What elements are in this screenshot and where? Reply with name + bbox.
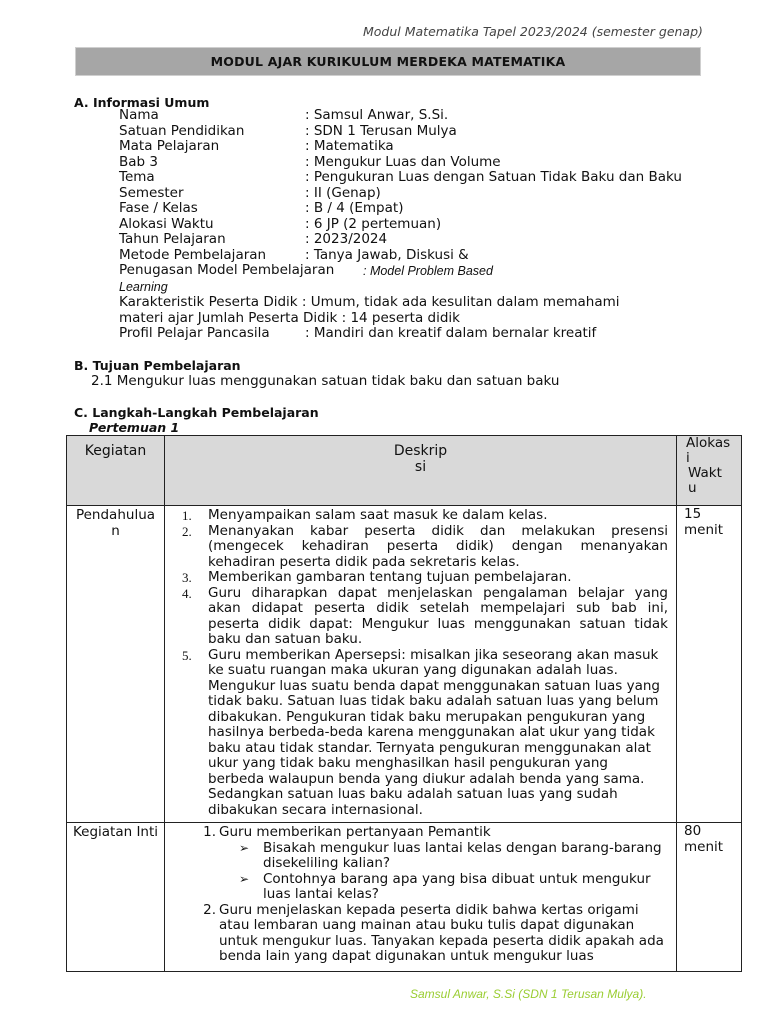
table-header-row (67, 436, 742, 506)
footer-author: Samsul Anwar, S.Si (SDN 1 Terusan Mulya). (410, 987, 647, 1001)
list-item: 5. Guru memberikan Apersepsi: misalkan jika seseorang akan masuk ke suatu ruangan maka ukuran yang digunakan adalah luas. Mengukur luas suatu benda dapat menggunakan satuan luas yang tidak baku. Satuan luas tidak baku adalah satuan luas yang belum dibakukan. Pengukuran tidak baku merupakan pengukuran yang hasilnya berbeda-beda karena menggunakan alat ukur yang tidak baku atau tidak standar. Ternyata pengukuran menggunakan alat ukur yang tidak baku menghasilkan hasil pengukuran yang berbeda walaupun benda yang diukur adalah benda yang sama. Sedangkan satuan luas baku adalah satuan luas yang sudah dibakukan secara internasional. (182, 646, 660, 818)
cell-pendahuluan-time: 15 menit (677, 506, 742, 823)
info-row-model: Penugasan Model Pembelajaran : Model Problem Based (119, 262, 493, 278)
info-row-nama: Nama : Samsul Anwar, S.Si. (119, 107, 449, 123)
list-item: 3. Memberikan gambaran tentang tujuan pembelajaran. (182, 569, 572, 585)
module-title (75, 47, 701, 76)
table-row-pendahuluan (67, 506, 742, 823)
header-alokasi: Alokas i Wakt u (677, 436, 742, 506)
general-info (119, 108, 719, 342)
cell-inti-desc (165, 823, 677, 972)
info-row-semester: Semester : II (Genap) (119, 184, 381, 201)
cell-pendahuluan-desc (165, 506, 677, 823)
info-row-mapel: Mata Pelajaran : Matematika (119, 138, 394, 154)
learning-goal: 2.1 Mengukur luas menggunakan satuan tidak baku dan satuan baku (91, 373, 560, 389)
info-row-satuan: Satuan Pendidikan : SDN 1 Terusan Mulya (119, 122, 457, 139)
inti-sub-item: ➢ Bisakah mengukur luas lantai kelas dengan barang-barang disekeliling kalian? (239, 839, 662, 871)
module-title-text: MODUL AJAR KURIKULUM MERDEKA MATEMATIKA (210, 54, 566, 69)
arrow-bullet-icon: ➢ (239, 871, 250, 886)
pertemuan-label: Pertemuan 1 (89, 420, 180, 435)
arrow-bullet-icon: ➢ (239, 840, 250, 855)
section-b-heading: B. Tujuan Pembelajaran (74, 358, 241, 373)
info-row-tahun: Tahun Pelajaran : 2023/2024 (119, 231, 388, 247)
inti-item-1: 1. Guru memberikan pertanyaan Pemantik (203, 824, 491, 840)
info-row-metode: Metode Pembelajaran : Tanya Jawab, Diskusi & (119, 246, 469, 263)
header-kegiatan: Kegiatan (67, 436, 165, 506)
steps-table (66, 435, 742, 972)
cell-inti-time: 80 menit (677, 823, 742, 972)
info-row-model-cont: Learning (119, 279, 168, 294)
section-c-heading: C. Langkah-Langkah Pembelajaran (74, 405, 319, 420)
section-a-heading: A. Informasi Umum (74, 95, 210, 110)
inti-item-2: 2. Guru menjelaskan kepada peserta didik bahwa kertas origami atau lembaran uang mainan atau buku tulis dapat digunakan untuk mengukur luas. Tanyakan kepada peserta didik apakah ada benda lain yang dapat digunakan untuk mengukur luas (203, 901, 664, 964)
info-row-bab: Bab 3 : Mengukur Luas dan Volume (119, 153, 501, 170)
list-item: 4. Guru diharapkan dapat menjelaskan pengalaman belajar yang akan didapat peserta didik setelah mempelajari sub bab ini, peserta didik dapat: Mengukur luas menggunakan satuan tidak baku dan satuan baku. (182, 584, 668, 647)
list-item: 1. Menyampaikan salam saat masuk ke dalam kelas. (182, 507, 548, 523)
info-row-jumlah: materi ajar Jumlah Peserta Didik : 14 peserta didik (119, 309, 460, 326)
cell-inti: Kegiatan Inti (67, 823, 165, 972)
header-note: Modul Matematika Tapel 2023/2024 (semester genap) (363, 24, 703, 39)
info-row-profil: Profil Pelajar Pancasila : Mandiri dan kreatif dalam bernalar kreatif (119, 325, 597, 341)
info-row-fase: Fase / Kelas : B / 4 (Empat) (119, 200, 404, 216)
pendahuluan-list (173, 508, 668, 818)
header-deskripsi: Deskrip si (165, 436, 677, 506)
info-row-alokasi: Alokasi Waktu : 6 JP (2 pertemuan) (119, 215, 442, 232)
table-row-inti (67, 823, 742, 972)
info-row-tema: Tema : Pengukuran Luas dengan Satuan Tidak Baku dan Baku (119, 169, 682, 185)
cell-pendahuluan: Pendahulua n (67, 506, 165, 823)
list-item: 2. Menanyakan kabar peserta didik dan melakukan presensi (mengecek kehadiran peserta didik) dengan menanyakan kehadiran peserta didik pada sekretaris kelas. (182, 522, 668, 570)
inti-sub-item: ➢ Contohnya barang apa yang bisa dibuat untuk mengukur luas lantai kelas? (239, 870, 651, 902)
info-row-karakteristik: Karakteristik Peserta Didik : Umum, tidak ada kesulitan dalam memahami (119, 294, 620, 310)
